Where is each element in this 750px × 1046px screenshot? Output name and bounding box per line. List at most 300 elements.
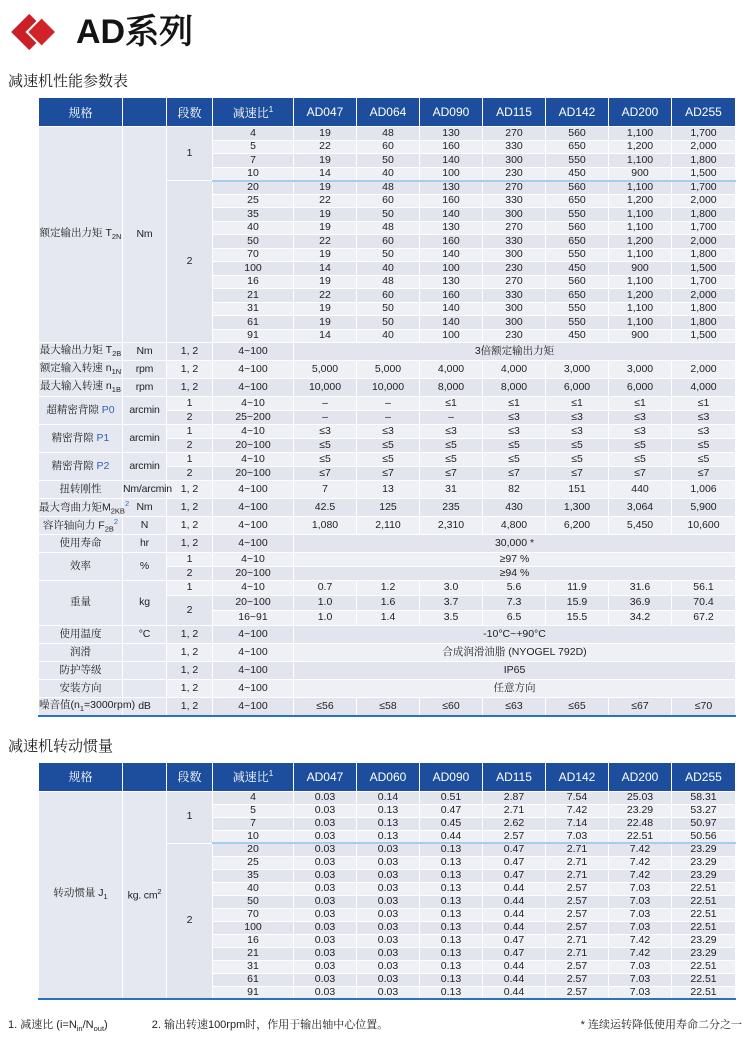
value-cell: 2.71 [483,804,546,817]
value-cell: 48 [357,275,420,289]
spec-label-cell [39,535,123,553]
table-row [39,361,736,379]
value-cell: 50 [357,316,420,330]
value-cell: 0.13 [420,921,483,934]
value-cell: 3,000 [609,361,672,379]
footnote-output-speed: 2. 输出转速100rpm时，作用于输出轴中心位置。 [151,1019,389,1031]
merged-value-cell: 30,000 * [294,535,736,553]
ratio-header-label: 减速比 [232,105,269,120]
value-cell: 23.29 [672,856,736,869]
value-cell: 0.03 [294,921,357,934]
ratio-cell: 10 [213,830,294,843]
ratio-cell: 100 [213,262,294,276]
stage-cell: 1 [167,425,213,439]
spec-label-cell [39,425,123,453]
unit-text: °C [138,627,151,640]
value-cell: 450 [546,329,609,343]
merged-value-cell: IP65 [294,662,736,680]
value-cell: 300 [483,316,546,330]
value-cell: 0.03 [357,960,420,973]
value-cell: 60 [357,140,420,154]
value-cell: 7.03 [609,986,672,999]
value-cell: ≤3 [672,425,736,439]
value-cell: 0.7 [294,581,357,596]
value-cell: 1,500 [672,329,736,343]
value-cell: ≤1 [609,397,672,411]
stage-cell: 1, 2 [167,680,213,698]
model-column-header: AD047 [294,98,357,127]
unit-text: dB [138,699,151,712]
ratio-cell: 4~100 [213,499,294,517]
unit-cell [123,127,167,343]
spec-label-text: 最大输出力矩 T [39,344,113,357]
value-cell: 330 [483,194,546,208]
ratio-cell: 40 [213,221,294,235]
ratio-cell: 20~100 [213,596,294,611]
value-cell: 1,300 [546,499,609,517]
value-cell: 3,000 [546,361,609,379]
page-title: AD系列 [76,13,194,51]
spec-label-subscript: 2N [111,232,122,242]
value-cell: 330 [483,235,546,249]
value-cell: 31.6 [609,581,672,596]
table-row [39,791,736,804]
merged-value-cell: -10°C~+90°C [294,626,736,644]
table-row [39,397,736,411]
unit-cell [123,553,167,581]
value-cell: 10,000 [357,379,420,397]
value-cell: 19 [294,127,357,141]
unit-cell [123,379,167,397]
merged-value-cell: ≥94 % [294,567,736,581]
value-cell: 450 [546,262,609,276]
value-cell: 2.71 [546,843,609,856]
ratio-cell: 100 [213,921,294,934]
value-cell: ≤63 [483,698,546,716]
stage-column-header: 段数 [167,98,213,127]
table-row [39,481,736,499]
unit-cell [123,680,167,698]
table-row [39,127,736,141]
value-cell: – [357,397,420,411]
value-cell: 8,000 [420,379,483,397]
value-cell: ≤7 [546,467,609,481]
ratio-cell: 4~100 [213,361,294,379]
spec-label-cell [39,498,130,517]
value-cell: 40 [357,167,420,181]
value-cell: 48 [357,127,420,141]
spec-label-cell [39,361,123,379]
value-cell: ≤3 [546,411,609,425]
unit-text: kg. cm [127,889,158,902]
value-cell: 3.5 [420,611,483,626]
value-cell: 22.51 [672,960,736,973]
performance-table-title: 减速机性能参数表 [8,73,129,90]
model-column-header: AD090 [420,762,483,791]
value-cell: 0.03 [357,856,420,869]
spec-label-text: 润滑 [70,645,91,658]
ratio-cell: 20 [213,181,294,195]
value-cell: 22 [294,235,357,249]
value-cell: 7.42 [546,804,609,817]
spec-label-text: 超精密背隙 [46,403,102,416]
value-cell: ≤3 [294,425,357,439]
value-cell: 19 [294,302,357,316]
value-cell: 1,800 [672,316,736,330]
value-cell: 22 [294,140,357,154]
ratio-cell: 16 [213,934,294,947]
value-cell: 0.03 [294,791,357,804]
value-cell: 160 [420,140,483,154]
value-cell: 4,000 [420,361,483,379]
value-cell: 2,000 [672,361,736,379]
value-cell: 6,000 [546,379,609,397]
value-cell: 0.03 [294,973,357,986]
value-cell: 23.29 [672,869,736,882]
ratio-header-footnote-mark: 1 [268,104,274,114]
value-cell: 1,100 [609,275,672,289]
unit-cell [123,626,167,644]
ratio-cell: 20 [213,843,294,856]
value-cell: 0.51 [420,791,483,804]
value-cell: 100 [420,329,483,343]
value-cell: 36.9 [609,596,672,611]
stage-cell: 1, 2 [167,644,213,662]
value-cell: 7.42 [609,843,672,856]
value-cell: 140 [420,316,483,330]
value-cell: ≤7 [357,467,420,481]
ratio-cell: 16~91 [213,611,294,626]
value-cell: 1,200 [609,289,672,303]
value-cell: 2,000 [672,140,736,154]
spec-label-cell [39,127,123,343]
spec-label-accent: P2 [96,459,110,472]
spec-label-cell [39,379,123,397]
value-cell: 0.03 [294,947,357,960]
ratio-column-header [213,98,294,127]
value-cell: 1,700 [672,221,736,235]
value-cell: 2.62 [483,817,546,830]
value-cell: 300 [483,248,546,262]
value-cell: – [294,411,357,425]
stage-cell: 2 [167,439,213,453]
ratio-cell: 4 [213,127,294,141]
value-cell: ≤56 [294,698,357,716]
spec-label-text: 使用温度 [59,627,102,640]
value-cell: 3.0 [420,581,483,596]
ratio-column-header [213,762,294,791]
unit-cell [123,453,167,481]
value-cell: 160 [420,289,483,303]
value-cell: 1,006 [672,481,736,499]
value-cell: 1,800 [672,248,736,262]
value-cell: 550 [546,248,609,262]
value-cell: ≤7 [672,467,736,481]
spec-label-cell [39,453,123,481]
ratio-cell: 4~10 [213,453,294,467]
value-cell: 330 [483,140,546,154]
stage-cell: 1, 2 [167,698,213,716]
ratio-cell: 4~100 [213,680,294,698]
value-cell: 0.13 [420,947,483,960]
value-cell: 0.03 [294,882,357,895]
value-cell: 58.31 [672,791,736,804]
value-cell: 40 [357,262,420,276]
value-cell: 0.13 [420,934,483,947]
ratio-cell: 61 [213,973,294,986]
value-cell: 130 [420,221,483,235]
value-cell: ≤5 [294,439,357,453]
blank-column-header [123,762,167,791]
value-cell: 7.14 [546,817,609,830]
spec-label-text: 最大输入转速 n [40,380,112,393]
value-cell: ≤3 [357,425,420,439]
table-row [39,535,736,553]
value-cell: 900 [609,329,672,343]
blank-column-header [123,98,167,127]
unit-cell [123,397,167,425]
table-row [39,662,736,680]
value-cell: 0.44 [483,986,546,999]
value-cell: ≤3 [609,411,672,425]
unit-cell [123,662,167,680]
value-cell: 560 [546,221,609,235]
unit-text: rpm [135,362,154,375]
value-cell: 6,200 [546,517,609,535]
ratio-cell: 4~10 [213,397,294,411]
value-cell: 7.03 [609,908,672,921]
unit-text: arcmin [129,459,160,472]
value-cell: 0.47 [420,804,483,817]
value-cell: ≤5 [357,439,420,453]
value-cell: 450 [546,167,609,181]
value-cell: 230 [483,167,546,181]
value-cell: ≤7 [294,467,357,481]
value-cell: 0.13 [420,843,483,856]
value-cell: 23.29 [672,843,736,856]
unit-cell [123,425,167,453]
spec-label-cell [39,397,123,425]
value-cell: 7.03 [609,921,672,934]
value-cell: 0.45 [420,817,483,830]
value-cell: 2.57 [546,960,609,973]
value-cell: ≤1 [546,397,609,411]
spec-label-subscript: 1N [111,367,122,377]
value-cell: 60 [357,235,420,249]
value-cell: 650 [546,140,609,154]
spec-label-cell [39,517,123,535]
ratio-cell: 4~100 [213,481,294,499]
value-cell: 22.51 [609,830,672,843]
value-cell: 67.2 [672,611,736,626]
value-cell: 31 [420,481,483,499]
spec-label-text: 使用寿命 [59,536,102,549]
value-cell: 650 [546,194,609,208]
spec-label-text: 噪音值(n [39,698,80,711]
value-cell: 2,000 [672,235,736,249]
merged-value-cell: ≥97 % [294,553,736,567]
value-cell: 2.57 [483,830,546,843]
value-cell: 140 [420,302,483,316]
stage-column-header: 段数 [167,762,213,791]
model-column-header: AD064 [357,98,420,127]
stage-cell: 1, 2 [167,662,213,680]
spec-label-text: 精密背隙 [51,431,97,444]
spec-column-header: 规格 [39,98,123,127]
unit-cell [123,535,167,553]
spec-label-cell [39,626,123,644]
value-cell: 5,000 [357,361,420,379]
ratio-cell: 4~100 [213,662,294,680]
value-cell: 2,310 [420,517,483,535]
ratio-cell: 50 [213,235,294,249]
ratio-cell: 61 [213,316,294,330]
value-cell: 1.2 [357,581,420,596]
value-cell: 0.03 [294,830,357,843]
table-row [39,553,736,567]
value-cell: ≤1 [420,397,483,411]
value-cell: 0.03 [357,986,420,999]
value-cell: 0.44 [483,908,546,921]
value-cell: 0.03 [294,856,357,869]
stage-cell: 1, 2 [167,361,213,379]
value-cell: 50 [357,248,420,262]
value-cell: ≤1 [483,397,546,411]
spec-label-cell [39,698,136,716]
value-cell: 0.44 [483,973,546,986]
ratio-cell: 4~100 [213,644,294,662]
value-cell: 1,100 [609,208,672,222]
stage-cell: 1 [167,553,213,567]
ratio-cell: 20~100 [213,439,294,453]
value-cell: 1,700 [672,181,736,195]
value-cell: – [357,411,420,425]
value-cell: 19 [294,316,357,330]
unit-cell [123,581,167,626]
model-column-header: AD047 [294,762,357,791]
value-cell: 15.5 [546,611,609,626]
brand-logo-icon [10,12,58,52]
stage-cell: 1, 2 [167,343,213,361]
stage-cell: 1, 2 [167,481,213,499]
value-cell: 50 [357,302,420,316]
value-cell: 100 [420,262,483,276]
value-cell: 2.57 [546,973,609,986]
value-cell: 0.44 [483,921,546,934]
value-cell: 2.57 [546,882,609,895]
value-cell: 2.71 [546,934,609,947]
value-cell: 7.42 [609,947,672,960]
value-cell: 7.42 [609,856,672,869]
value-cell: 23.29 [672,934,736,947]
value-cell: 0.14 [357,791,420,804]
value-cell: 5,450 [609,517,672,535]
ratio-cell: 7 [213,154,294,168]
perf-table-container [38,97,736,717]
ratio-cell: 4~10 [213,553,294,567]
ratio-cell: 31 [213,960,294,973]
value-cell: ≤7 [483,467,546,481]
value-cell: 7.03 [546,830,609,843]
value-cell: 0.13 [420,869,483,882]
value-cell: 0.03 [294,934,357,947]
value-cell: ≤5 [420,453,483,467]
value-cell: 22.51 [672,973,736,986]
stage-cell: 1 [167,453,213,467]
spec-label-subscript: 1B [111,385,121,395]
inertia-table-title: 减速机转动惯量 [8,737,114,755]
value-cell: 0.13 [420,895,483,908]
value-cell: 0.03 [357,934,420,947]
value-cell: 1,100 [609,302,672,316]
value-cell: ≤3 [483,411,546,425]
value-cell: 22.51 [672,895,736,908]
value-cell: 300 [483,208,546,222]
spec-label-text: 额定输出力矩 T [39,227,112,240]
value-cell: 2.57 [546,895,609,908]
value-cell: ≤70 [672,698,736,716]
spec-label-cell [39,343,123,361]
value-cell: 0.03 [357,869,420,882]
value-cell: 22 [294,289,357,303]
ratio-cell: 25~200 [213,411,294,425]
brand-header [0,0,750,54]
value-cell: 7 [294,481,357,499]
value-cell: 0.03 [294,908,357,921]
spec-label-text: 额定输入转速 n [39,362,112,375]
table-row [39,343,736,361]
ratio-cell: 20~100 [213,567,294,581]
stage-cell: 1 [167,127,213,181]
value-cell: 230 [483,329,546,343]
unit-text: Nm [136,500,153,513]
spec-label-text: 容许轴向力 F [42,519,105,532]
value-cell: 42.5 [294,499,357,517]
ratio-cell: 35 [213,869,294,882]
value-cell: 13 [357,481,420,499]
value-cell: 270 [483,127,546,141]
spec-label-text: 防护等级 [59,663,102,676]
stage-cell: 1 [167,581,213,596]
value-cell: 1.0 [294,611,357,626]
table-row [39,626,736,644]
value-cell: ≤3 [672,411,736,425]
value-cell: 0.47 [483,856,546,869]
value-cell: 1,100 [609,248,672,262]
value-cell: 1,080 [294,517,357,535]
unit-text: Nm [136,227,153,240]
value-cell: 50.56 [672,830,736,843]
model-column-header: AD142 [546,762,609,791]
value-cell: 1,500 [672,262,736,276]
table-row [39,581,736,596]
stage-cell: 1, 2 [167,626,213,644]
spec-label-text: 重量 [70,596,91,609]
spec-label-subscript: 1 [103,892,108,902]
value-cell: 0.03 [294,895,357,908]
value-cell: 50 [357,208,420,222]
ratio-cell: 21 [213,289,294,303]
unit-cell [123,361,167,379]
ratio-cell: 4~100 [213,626,294,644]
value-cell: 900 [609,262,672,276]
unit-text: arcmin [129,403,160,416]
value-cell: 7.42 [609,934,672,947]
spec-label-subscript: 2B [104,524,114,534]
header-row [39,98,736,127]
model-column-header: AD200 [609,762,672,791]
table-row [39,453,736,467]
